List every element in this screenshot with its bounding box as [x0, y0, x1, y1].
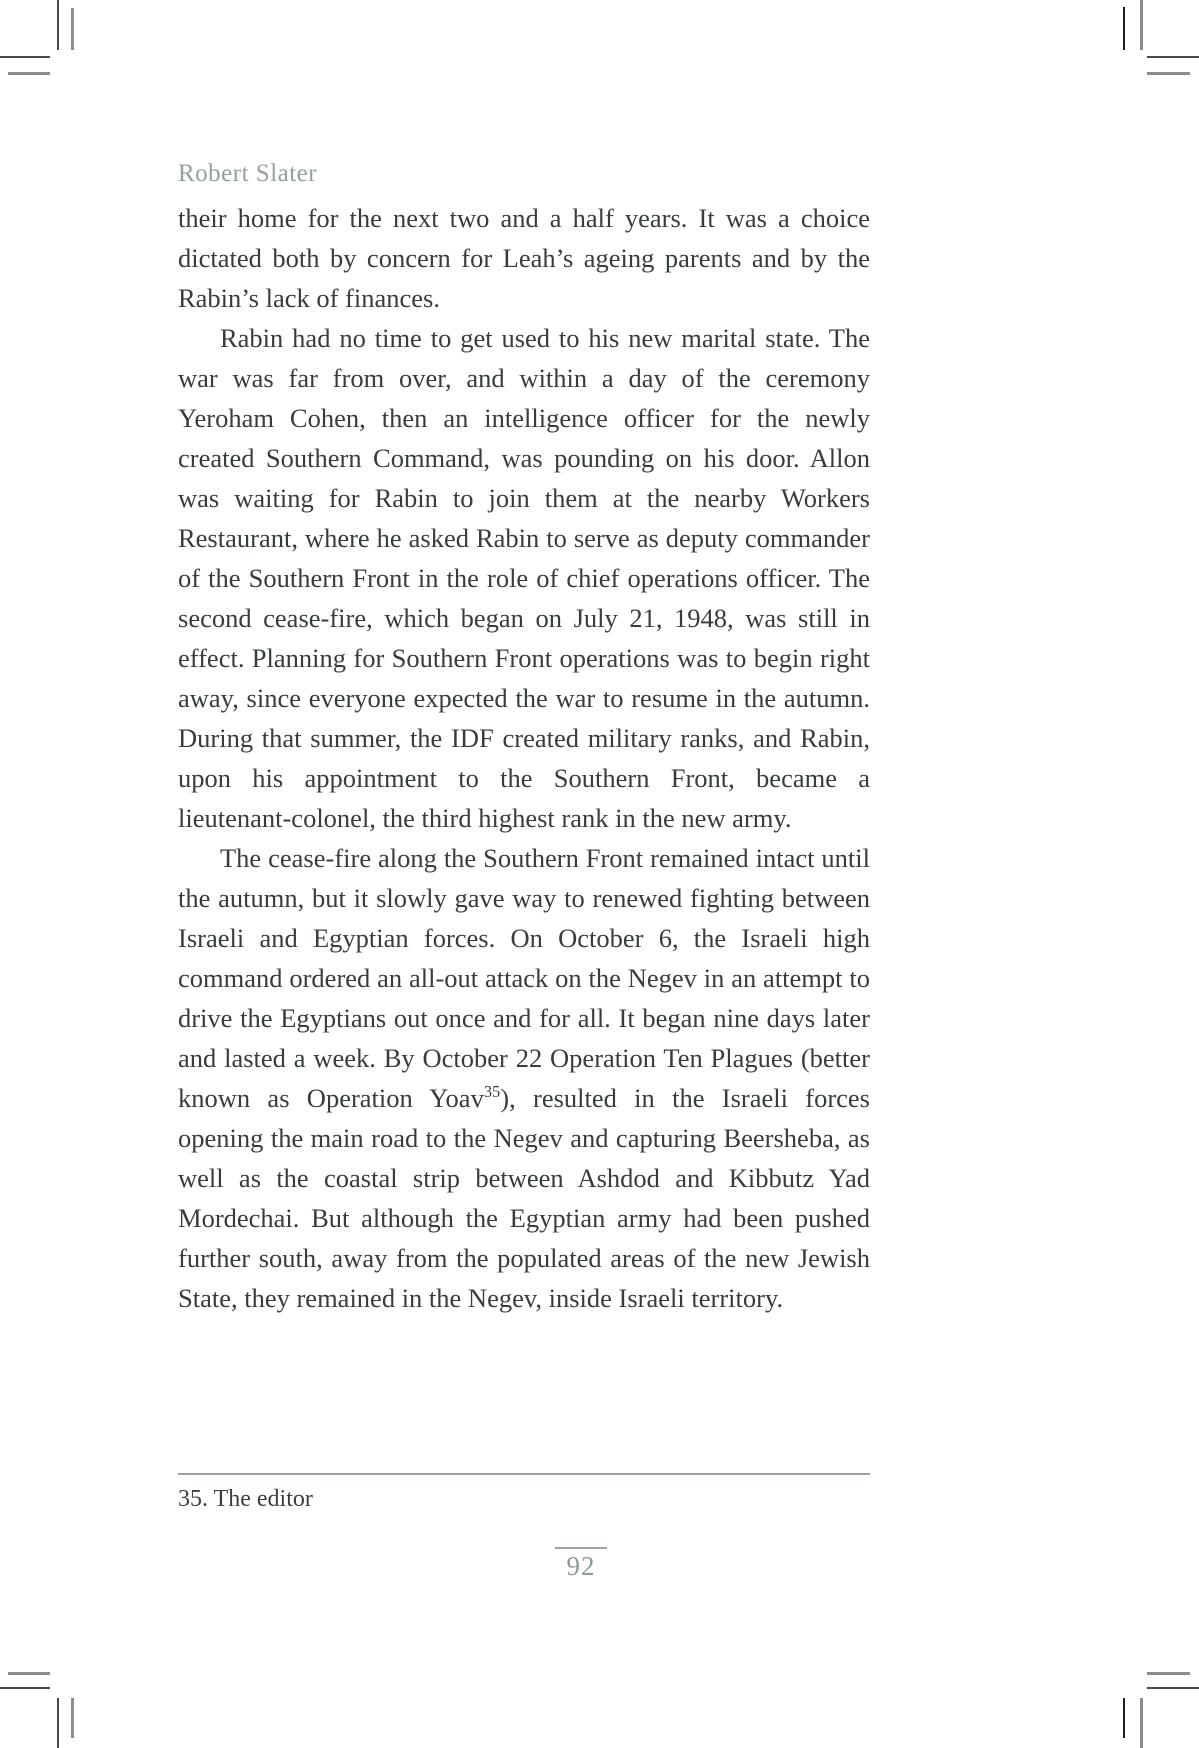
crop-mark-top-left-v1 [57, 0, 59, 50]
page-body-text [178, 198, 870, 1318]
crop-mark-top-right-h1 [1147, 56, 1199, 58]
crop-mark-bottom-right-h2 [1147, 1672, 1190, 1675]
paragraph [178, 198, 870, 318]
paragraph-text: Rabin had no time to get used to his new marital state. The war was far from over, and within a day of the ceremony Yeroham Cohen, then an intelligence officer for the newly created Southern Command, was pounding on his door. Allon was waiting for Rabin to join them at the nearby Workers Restaurant, where he asked Rabin to serve as deputy commander of the Southern Front in the role of chief operations officer. The second cease-fire, which began on July 21, 1948, was still in effect. Planning for Southern Front operations was to begin right away, since everyone expected the war to resume in the autumn. During that summer, the IDF created military ranks, and Rabin, upon his appointment to the Southern Front, became a lieutenant-colonel, the third highest rank in the new army. [178, 323, 870, 833]
crop-mark-top-right-v1 [1123, 7, 1125, 50]
footnote-reference-superscript: 35 [483, 1082, 501, 1102]
crop-mark-bottom-right-v2 [1140, 1698, 1143, 1748]
crop-mark-bottom-right-h1 [1147, 1687, 1199, 1689]
crop-mark-bottom-left-v1 [57, 1698, 59, 1748]
paragraph-text: ), resulted in the Israeli forces opening the main road to the Negev and capturing Beersheba, as well as the coastal strip between Ashdod and Kibbutz Yad Mordechai. But although the Egyptian army had been pushed further south, away from the populated areas of the new Jewish State, they remained in the Negev, inside Israeli territory. [178, 1083, 870, 1313]
page-number: 92 [566, 1551, 596, 1581]
crop-mark-bottom-left-v2 [71, 1698, 74, 1738]
paragraph [178, 318, 870, 838]
crop-mark-top-left-h2 [8, 72, 50, 75]
paragraph-text: The cease-fire along the Southern Front remained intact until the autumn, but it slowly gave way to renewed fighting between Israeli and Egyptian forces. On October 6, the Israeli high command ordered an all-out attack on the Negev in an attempt to drive the Egyptians out once and for all. It began nine days later and lasted a week. By October 22 Operation Ten Plagues (better known as Operation Yoav [178, 843, 870, 1113]
page-number-rule [555, 1547, 607, 1549]
running-header-author: Robert Slater [178, 160, 318, 187]
footnote-separator-rule [178, 1473, 870, 1475]
crop-mark-top-right-h2 [1147, 72, 1190, 75]
page-number-block [540, 1547, 622, 1582]
footnote-text: 35. The editor [178, 1486, 313, 1512]
crop-mark-bottom-left-h1 [0, 1687, 50, 1689]
crop-mark-bottom-left-h2 [8, 1672, 50, 1675]
crop-mark-top-left-v2 [71, 8, 74, 50]
paragraph [178, 838, 870, 1318]
crop-mark-top-left-h1 [0, 56, 50, 58]
crop-mark-bottom-right-v1 [1123, 1698, 1125, 1738]
crop-mark-top-right-v2 [1140, 0, 1143, 50]
paragraph-text: their home for the next two and a half years. It was a choice dictated both by concern for Leah’s ageing parents and by the Rabin’s lack of finances. [178, 203, 870, 313]
